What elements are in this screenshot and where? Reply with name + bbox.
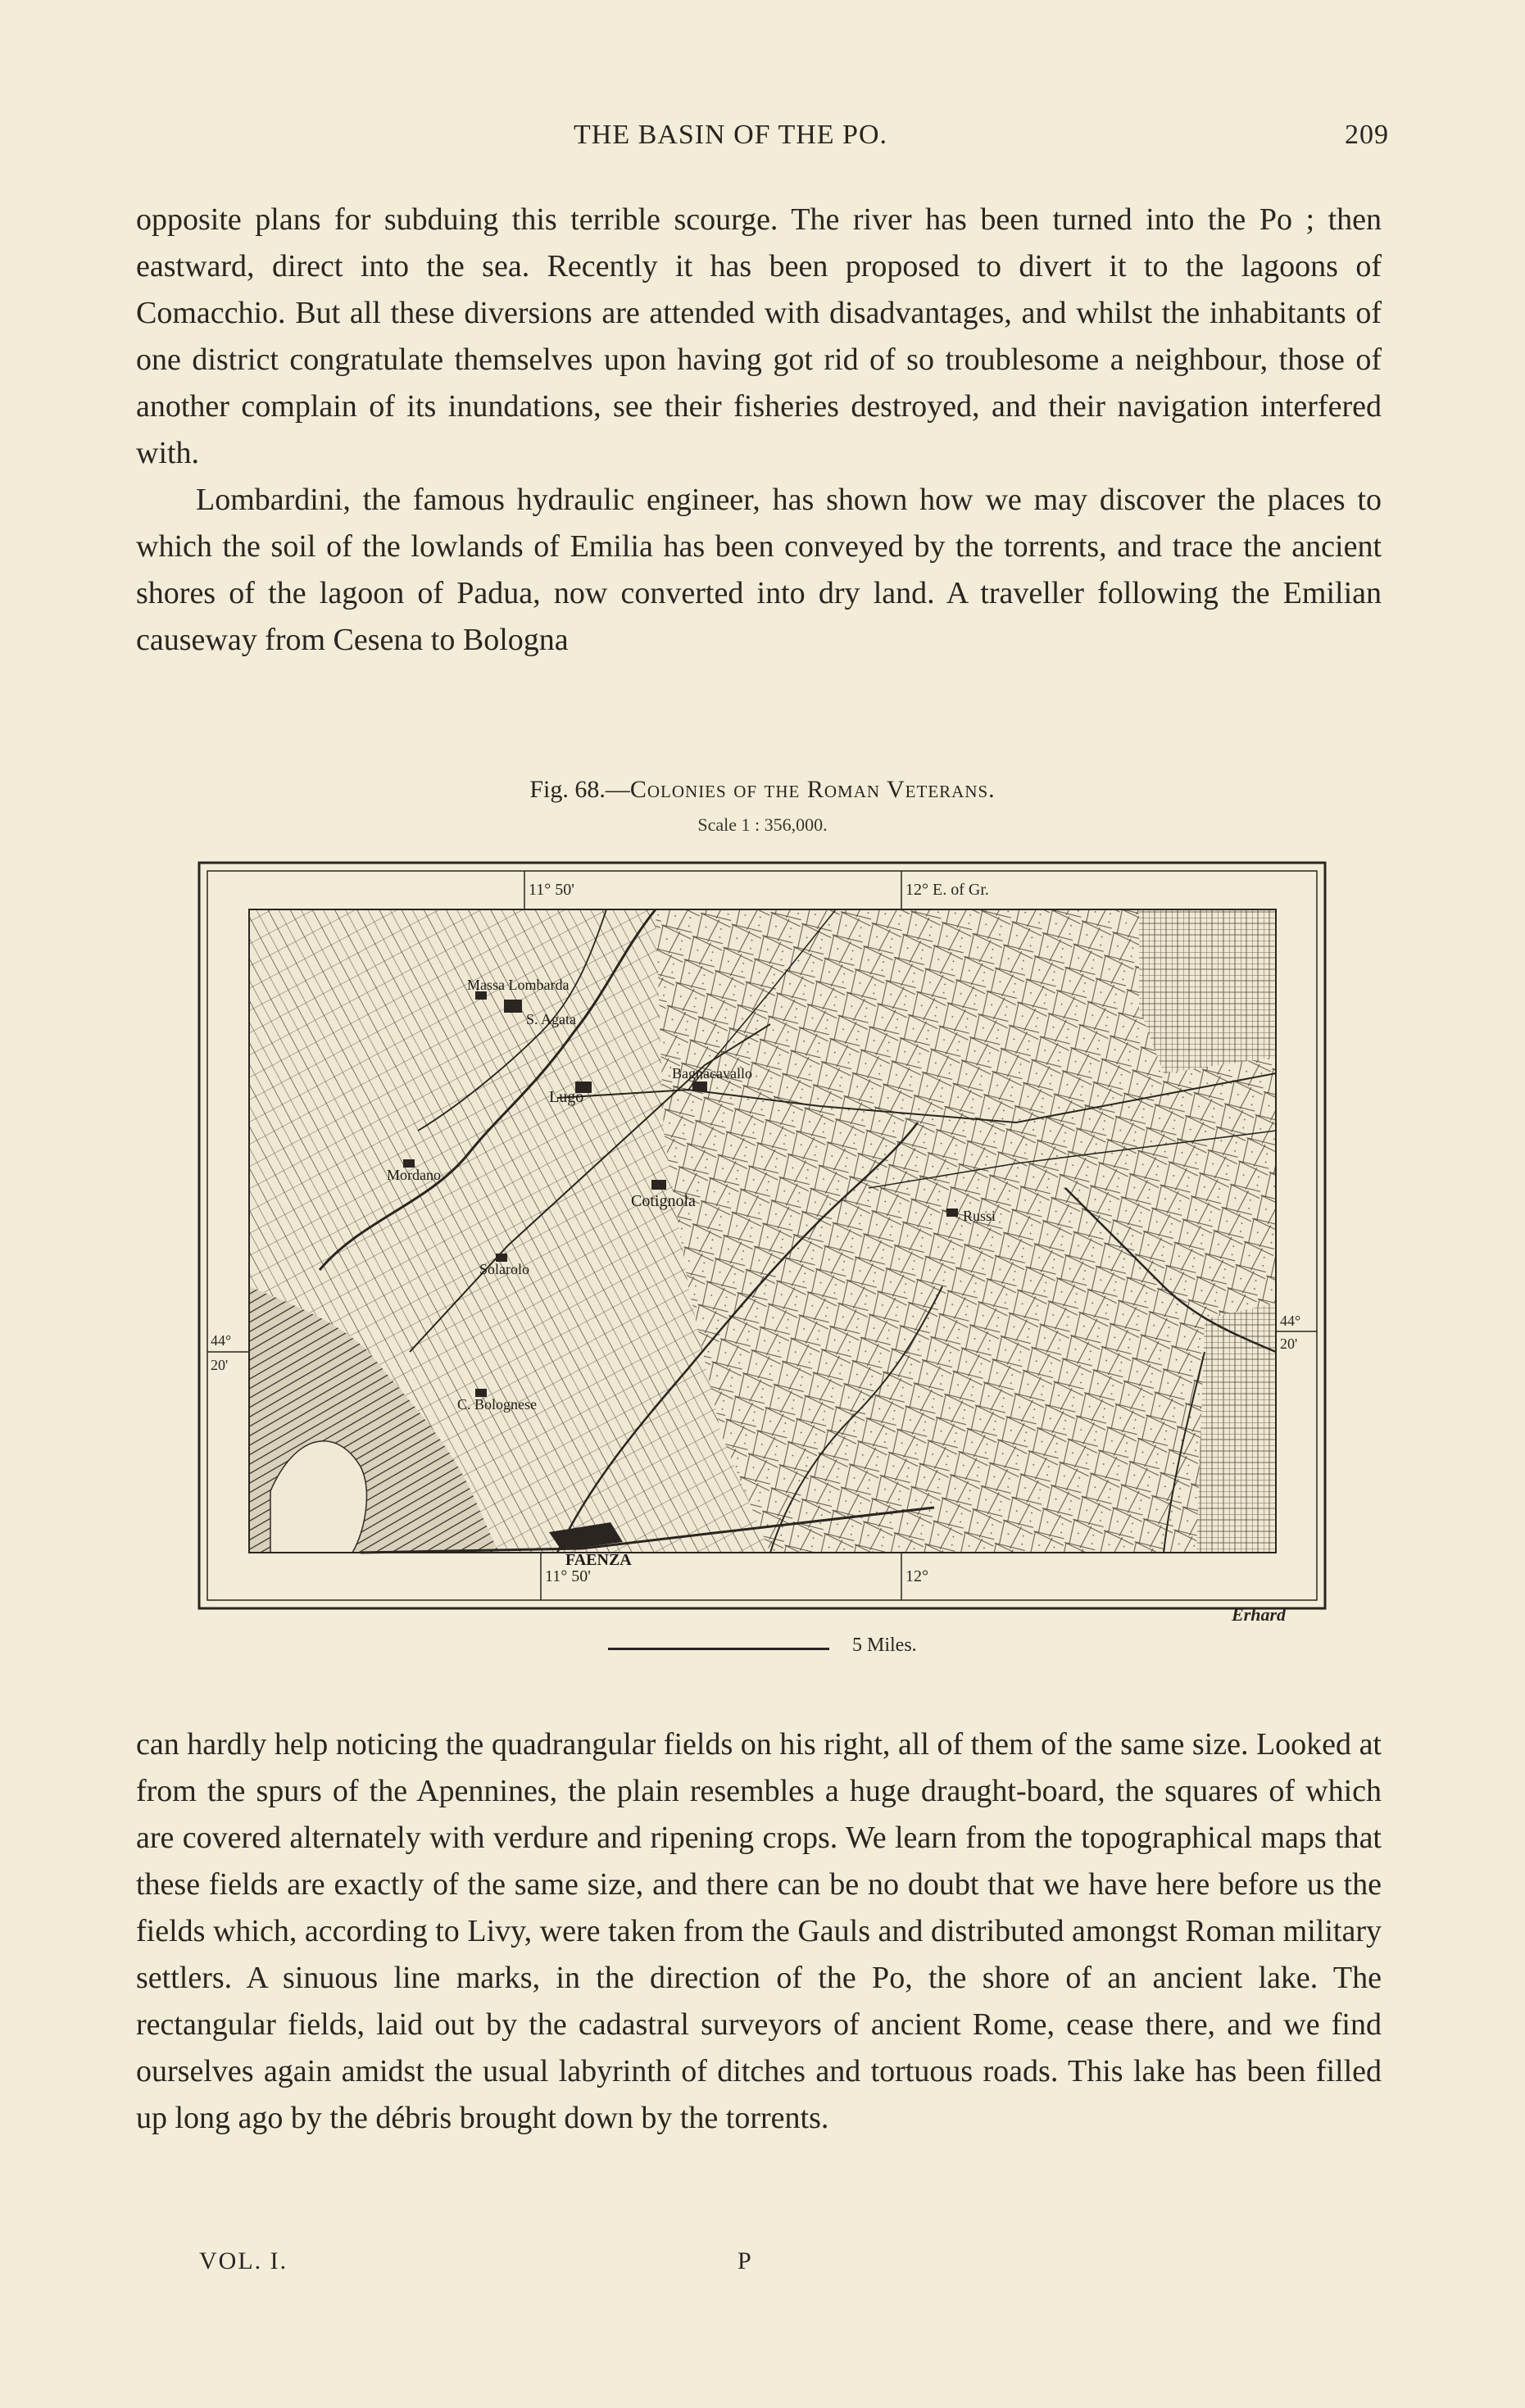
border-label-right-degree: 44° xyxy=(1280,1313,1301,1329)
figure-caption xyxy=(0,773,1525,806)
engraver-signature: Erhard xyxy=(1232,1604,1287,1625)
paragraph: opposite plans for subduing this terrible scourge. The river has been turned into the Po ; then eastward, direct into the sea. Recently it has been proposed to divert it to the lagoons of Comacchio. But all these diversions are attended with disadvantages, and whilst the inhabitants of one district congratulate themselves upon having got rid of so troublesome a neighbour, those of another complain of its inundations, see their fisheries destroyed, and their navigation interfered with. xyxy=(136,202,1382,470)
place-bagnacavallo: Bagnacavallo xyxy=(672,1065,752,1082)
place-massa-lombarda: Massa Lombarda xyxy=(467,977,570,993)
paragraph: Lombardini, the famous hydraulic engineer, has shown how we may discover the places to which the soil of the lowlands of Emilia has been conveyed by the torrents, and trace the ancient shores of the lagoon of Padua, now converted into dry land. A traveller following the Emilian causeway from Cesena to Bologna xyxy=(136,483,1382,657)
figure-scale: Scale 1 : 356,000. xyxy=(697,814,828,835)
figure-title: Colonies of the Roman Veterans. xyxy=(629,776,996,803)
body-text-top xyxy=(136,197,1382,664)
scale-bar-label: 5 Miles. xyxy=(852,1635,917,1656)
place-mordano: Mordano xyxy=(387,1167,441,1183)
paragraph: can hardly help noticing the quadrangular fields on his right, all of them of the same size. Looked at from the spurs of the Apennines, the plain resembles a huge draught-board, the squares of which are covered alternately with verdure and ripening crops. We learn from the topographical maps that these fields are exactly of the same size, and there can be no doubt that we have here before us the fields which, according to Livy, were taken from the Gauls and distributed amongst Roman military settlers. A sinuous line marks, in the direction of the Po, the shore of an ancient lake. The rectangular fields, laid out by the cadastral surveyors of ancient Rome, cease there, and we find ourselves again amidst the usual labyrinth of ditches and tortuous roads. This lake has been filled up long ago by the débris brought down by the torrents. xyxy=(136,1727,1382,2135)
body-text-bottom xyxy=(136,1721,1382,2142)
map-engraving xyxy=(197,860,1328,1614)
figure-number: Fig. 68.— xyxy=(529,776,630,803)
border-label-left-minute: 20' xyxy=(211,1357,229,1373)
scale-bar xyxy=(608,1648,829,1650)
page-number: 209 xyxy=(1345,120,1389,150)
map-figure xyxy=(197,860,1328,1614)
place-russi: Russi xyxy=(963,1208,996,1224)
border-label-top-left: 11° 50' xyxy=(529,881,574,899)
border-label-right-minute: 20' xyxy=(1280,1336,1298,1352)
border-label-left-degree: 44° xyxy=(211,1332,232,1349)
border-label-bottom-left: 11° 50' xyxy=(545,1567,591,1585)
border-label-top-right: 12° E. of Gr. xyxy=(905,881,989,899)
volume-mark: VOL. I. xyxy=(199,2247,288,2274)
map-body xyxy=(249,909,1276,1553)
border-label-bottom-right: 12° xyxy=(905,1567,928,1585)
running-head xyxy=(135,120,1389,161)
place-lugo: Lugo xyxy=(549,1088,584,1106)
place-castel-bolognese: C. Bolognese xyxy=(457,1396,537,1413)
place-solarolo: Solarolo xyxy=(479,1261,529,1277)
place-faenza: FAENZA xyxy=(565,1551,632,1569)
running-title: THE BASIN OF THE PO. xyxy=(574,120,888,150)
place-s-agata: S. Agata xyxy=(526,1011,576,1027)
signature-mark: P xyxy=(738,2247,753,2274)
place-cotignola: Cotignola xyxy=(631,1192,696,1210)
